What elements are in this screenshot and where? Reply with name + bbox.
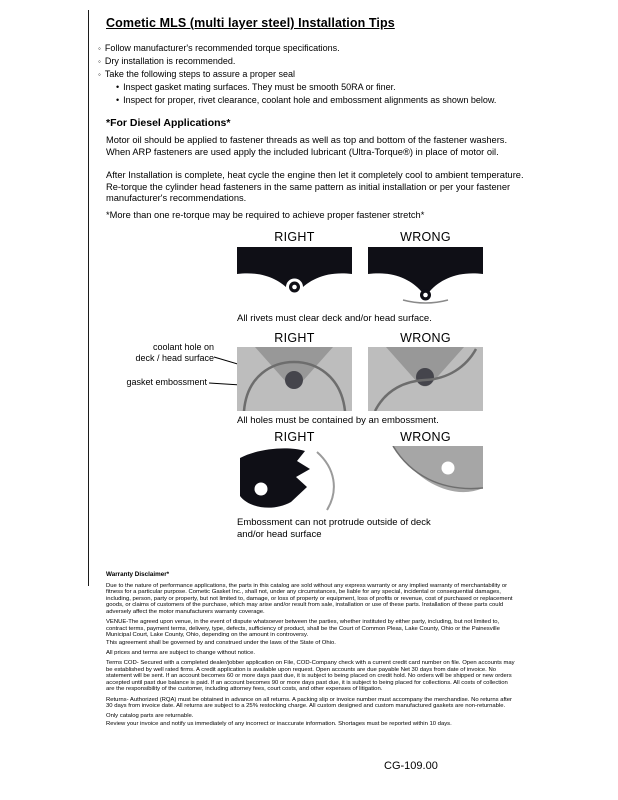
circle-bullet-icon: ◦ [98, 44, 101, 53]
dot-bullet-icon: • [116, 82, 120, 92]
diagram-row1-wrong-graphic [368, 247, 483, 310]
tip-text: Follow manufacturer's recommended torque specifications. [104, 43, 340, 53]
warranty-paragraph: Returns- Authorized (RQA) must be obtained in advance on all returns. A packing slip or invoice number must accompany the merchandise. No returns after 30 days from invoice date. All returns are subject to a 25% restocking charge. All custom designed and custom manufactured gaskets are non-returnable. [106, 696, 513, 710]
row3-right-label: RIGHT [274, 430, 315, 444]
tip-text: Take the following steps to assure a proper seal [104, 69, 295, 79]
row2-right-label: RIGHT [274, 331, 315, 345]
coolant-hole-label [104, 342, 214, 364]
warranty-paragraph: Only catalog parts are returnable. [106, 713, 194, 720]
circle-bullet-icon: ◦ [98, 57, 101, 66]
warranty-paragraph: Review your invoice and notify us immediately of any incorrect or inaccurate information. Shortages must be reported within 10 days. [106, 720, 452, 727]
diesel-paragraph-1: Motor oil should be applied to fastener threads as well as top and bottom of the fastener washers. When ARP fasteners are used apply the included lubricant (Ultra-Torque®) in place of motor oil. [106, 135, 508, 157]
document-number: CG-109.00 [384, 760, 438, 772]
warranty-heading: Warranty Disclaimer* [106, 571, 170, 578]
retorque-note: *More than one re-torque may be required to achieve proper fastener stretch* [106, 210, 425, 220]
installation-tips-list [98, 43, 528, 108]
diesel-applications-heading: *For Diesel Applications* [106, 117, 231, 129]
dot-bullet-icon: • [116, 95, 120, 105]
warranty-paragraph: All prices and terms are subject to change without notice. [106, 649, 255, 656]
circle-bullet-icon: ◦ [98, 70, 101, 79]
tip-sub-item [116, 95, 528, 106]
diagram-row2-right-graphic [237, 347, 352, 411]
diagram-row1-right-graphic [237, 247, 352, 310]
row1-caption: All rivets must clear deck and/or head surface. [237, 313, 432, 324]
row1-right-label: RIGHT [274, 230, 315, 244]
warranty-disclaimer-section [106, 572, 516, 731]
gasket-embossment-label: gasket embossment [126, 377, 207, 387]
coolant-hole-label-line2: deck / head surface [135, 353, 214, 363]
warranty-paragraph: VENUE-The agreed upon venue, in the event of dispute whatsoever between the parties, whether instituted by either party, including, but not limited to, contract terms, payment terms, delivery, type, defects, sufficiency of product, shall be the Court of Common Pleas, Lake County, Ohio or the Painesville Municipal Court, Lake County, Ohio, depending on the amount in controversy. [106, 619, 500, 639]
tip-sub-item [116, 82, 528, 93]
page-title: Cometic MLS (multi layer steel) Installation Tips [106, 16, 395, 30]
diesel-paragraph-2: After Installation is complete, heat cycle the engine then let it completely cool to ambient temperature. Re-torque the cylinder head fasteners in the same pattern as initial installation or per your fastener manufacturer's recommendations. [106, 170, 524, 203]
row3-caption-line2: and/or head surface [237, 529, 322, 540]
row2-caption: All holes must be contained by an embossment. [237, 415, 439, 426]
tip-text: Dry installation is recommended. [104, 56, 236, 66]
coolant-hole-label-line1: coolant hole on [152, 342, 214, 352]
diagram-row3-wrong-graphic [368, 446, 483, 512]
tip-item [98, 69, 528, 80]
left-margin-rule [88, 10, 89, 586]
row3-wrong-label: WRONG [400, 430, 451, 444]
row1-wrong-label: WRONG [400, 230, 451, 244]
warranty-paragraph: This agreement shall be governed by and construed under the laws of the State of Ohio. [106, 639, 336, 646]
warranty-paragraph: Due to the nature of performance applications, the parts in this catalog are sold without any express warranty or any implied warranty of merchantability or fitness for a particular purpose. Cometic Gasket Inc., shall not, under any circumstances, be liable for any special, incidental or consequential damages, including, person, party or property, but not limited to, damage, or loss of property or equipment, loss of profits or revenue, cost of purchased or replacement goods, or claims of customers of the purchase, which may arise and/or result from sale, installation or use of these parts. Installation of these parts could adversely affect the motor manufacturers warranty coverage. [106, 582, 513, 615]
diagram-row2-wrong-graphic [368, 347, 483, 411]
diagram-row3-right-graphic [237, 446, 352, 512]
warranty-paragraph: Terms COD- Secured with a completed dealer/jobber application on File, COD-Company check with a current credit card number on file. Open accounts may be established by well rated firms. A credit application is available upon request. Open accounts are due payable Net 30 days from date of invoice. No statement will be sent. If an account becomes 60 or more days past due, it is subject to being placed on credit hold. No orders will be shipped or new orders accepted until past due balance is paid. If an account becomes 90 or more days past due, it is subject to being placed for collections. All costs of collection are the responsibility of the customer, including attorney fees, court costs, and other expenses of litigation. [106, 660, 515, 693]
row3-caption-line1: Embossment can not protrude outside of deck [237, 517, 431, 528]
tip-text: Inspect gasket mating surfaces. They must be smooth 50RA or finer. [123, 82, 396, 92]
tip-text: Inspect for proper, rivet clearance, coolant hole and embossment alignments as shown below. [123, 95, 497, 105]
tip-item [98, 43, 528, 54]
tip-item [98, 56, 528, 67]
row2-wrong-label: WRONG [400, 331, 451, 345]
